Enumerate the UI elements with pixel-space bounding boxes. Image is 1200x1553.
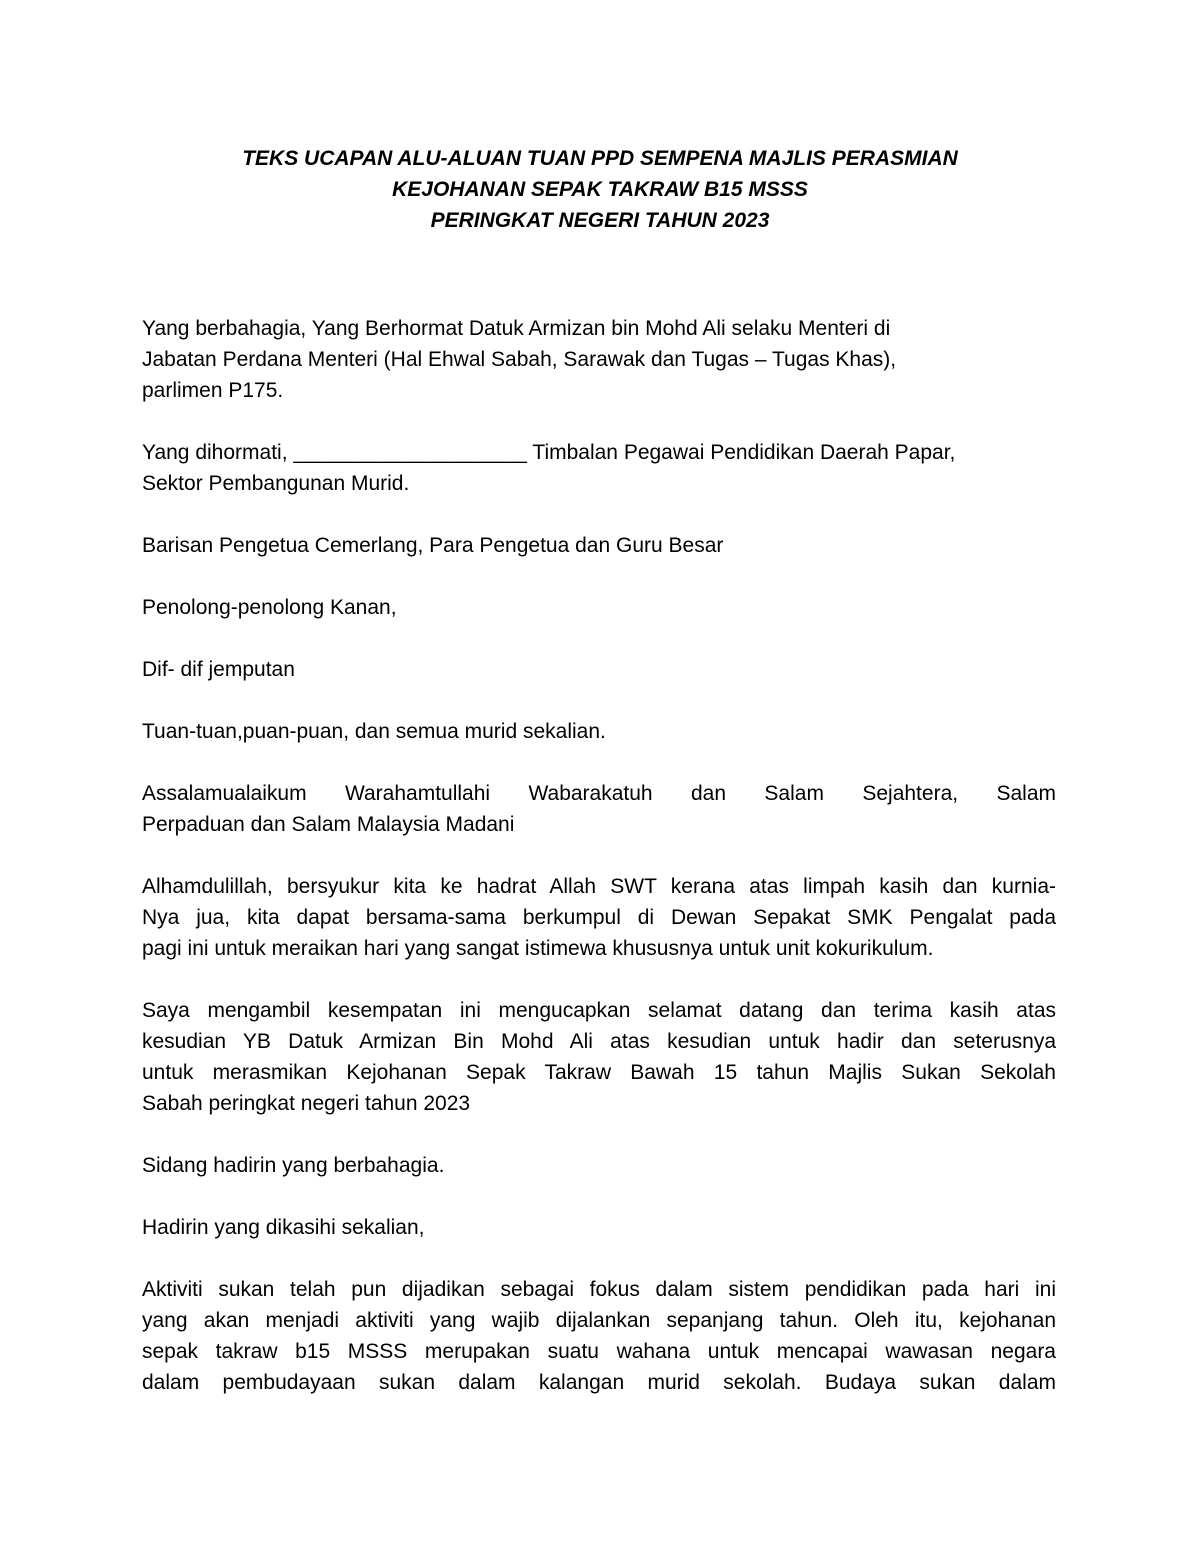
text-line: Dif- dif jemputan xyxy=(142,658,295,681)
paragraph-salutation-guests xyxy=(142,654,1056,685)
text-line: Aktiviti sukan telah pun dijadikan sebagai fokus dalam sistem pendidikan pada hari ini xyxy=(142,1278,1056,1301)
text-line: sepak takraw b15 MSSS merupakan suatu wahana untuk mencapai wawasan negara xyxy=(142,1340,1056,1363)
text-line: kesudian YB Datuk Armizan Bin Mohd Ali atas kesudian untuk hadir dan seterusnya xyxy=(142,1030,1056,1053)
text-line: Hadirin yang dikasihi sekalian, xyxy=(142,1216,425,1239)
paragraph-salutation-assistants xyxy=(142,592,1056,623)
title-line-1: TEKS UCAPAN ALU-ALUAN TUAN PPD SEMPENA MAJLIS PERASMIAN xyxy=(242,147,958,170)
text-line: untuk merasmikan Kejohanan Sepak Takraw Bawah 15 tahun Majlis Sukan Sekolah xyxy=(142,1061,1056,1084)
paragraph-sports-activities xyxy=(142,1274,1056,1398)
text-line: Sektor Pembangunan Murid. xyxy=(142,472,410,495)
text-line: Assalamualaikum Warahamtullahi Wabarakatuh dan Salam Sejahtera, Salam xyxy=(142,782,1056,805)
paragraph-address-beloved xyxy=(142,1212,1056,1243)
document-body xyxy=(142,313,1056,1429)
paragraph-welcome xyxy=(142,995,1056,1119)
text-line: Penolong-penolong Kanan, xyxy=(142,596,397,619)
text-line: Yang dihormati, ____________________ Timbalan Pegawai Pendidikan Daerah Papar, xyxy=(142,441,956,464)
text-line: pagi ini untuk meraikan hari yang sangat istimewa khususnya untuk unit kokurikulum. xyxy=(142,937,934,960)
document-title xyxy=(140,143,1060,236)
text-line: dalam pembudayaan sukan dalam kalangan murid sekolah. Budaya sukan dalam xyxy=(142,1371,1056,1394)
paragraph-salutation-audience xyxy=(142,716,1056,747)
text-line: Sabah peringkat negeri tahun 2023 xyxy=(142,1092,471,1115)
text-line: Yang berbahagia, Yang Berhormat Datuk Armizan bin Mohd Ali selaku Menteri di xyxy=(142,317,891,340)
text-line: Nya jua, kita dapat bersama-sama berkumpul di Dewan Sepakat SMK Pengalat pada xyxy=(142,906,1056,929)
paragraph-salutation-deputy xyxy=(142,437,1056,499)
text-line: Perpaduan dan Salam Malaysia Madani xyxy=(142,813,515,836)
paragraph-salutation-principals xyxy=(142,530,1056,561)
paragraph-address-audience xyxy=(142,1150,1056,1181)
paragraph-greeting xyxy=(142,778,1056,840)
text-line: Jabatan Perdana Menteri (Hal Ehwal Sabah, Sarawak dan Tugas – Tugas Khas), xyxy=(142,348,897,371)
text-line: Alhamdulillah, bersyukur kita ke hadrat Allah SWT kerana atas limpah kasih dan kurnia- xyxy=(142,875,1056,898)
text-line: Sidang hadirin yang berbahagia. xyxy=(142,1154,445,1177)
text-line: Tuan-tuan,puan-puan, dan semua murid sekalian. xyxy=(142,720,606,743)
paragraph-gratitude xyxy=(142,871,1056,964)
text-line: parlimen P175. xyxy=(142,379,284,402)
text-line: Barisan Pengetua Cemerlang, Para Pengetua dan Guru Besar xyxy=(142,534,724,557)
text-line: yang akan menjadi aktiviti yang wajib dijalankan sepanjang tahun. Oleh itu, kejohanan xyxy=(142,1309,1056,1332)
title-line-3: PERINGKAT NEGERI TAHUN 2023 xyxy=(430,209,770,232)
title-line-2: KEJOHANAN SEPAK TAKRAW B15 MSSS xyxy=(392,178,808,201)
paragraph-salutation-minister xyxy=(142,313,1056,406)
text-line: Saya mengambil kesempatan ini mengucapkan selamat datang dan terima kasih atas xyxy=(142,999,1056,1022)
